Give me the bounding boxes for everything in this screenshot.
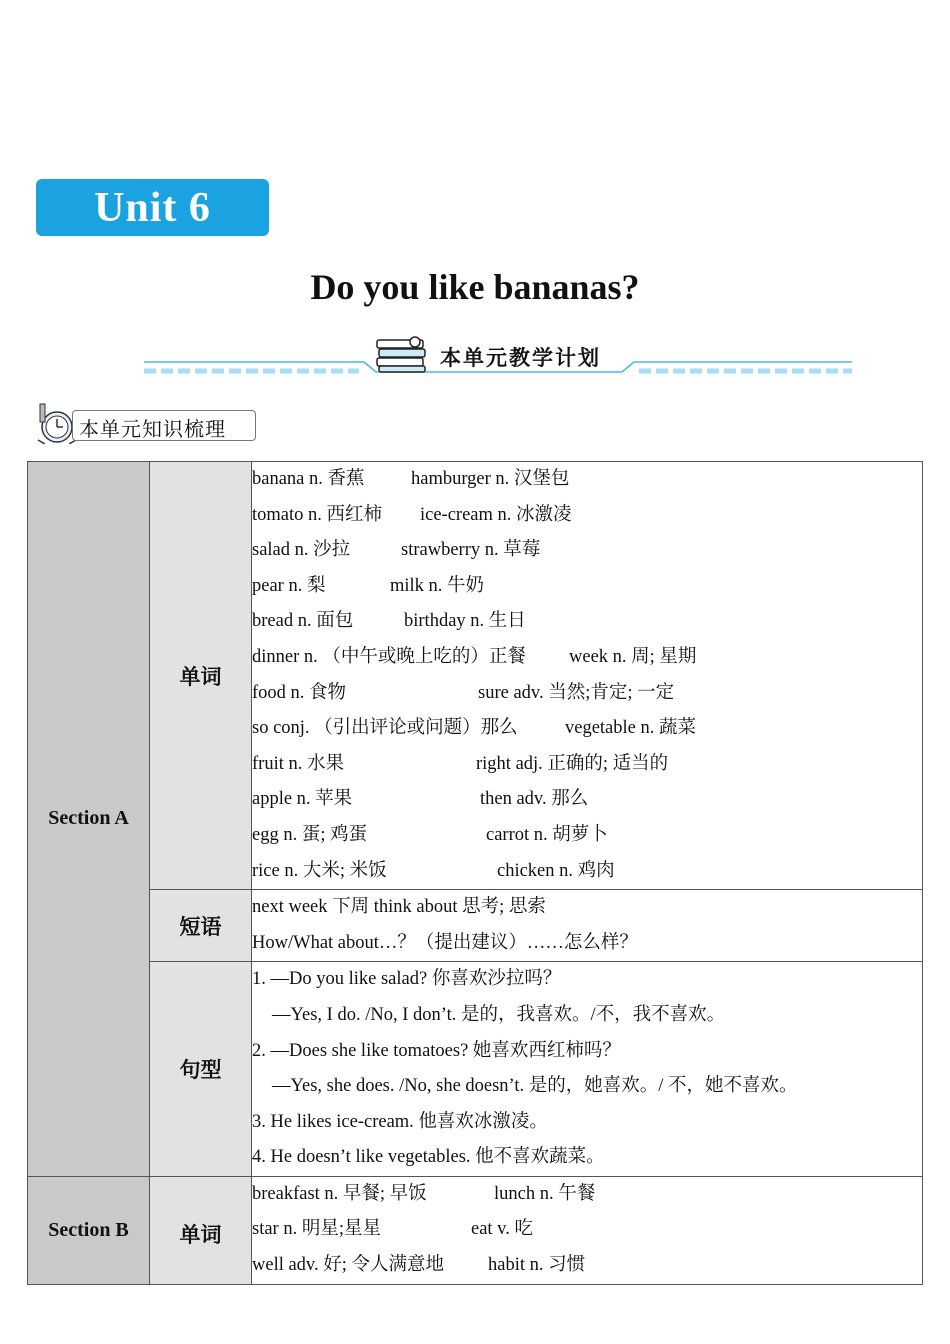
books-icon <box>377 337 425 372</box>
vocab-label: 单词 <box>150 462 252 890</box>
list-item: 1. —Do you like salad? 你喜欢沙拉吗？ <box>252 969 562 990</box>
list-item: fruit n. 水果 right adj. 正确的; 适当的 <box>252 753 669 774</box>
pattern-cell <box>252 962 923 1177</box>
list-item: rice n. 大米; 米饭 chicken n. 鸡肉 <box>252 860 615 881</box>
list-item: —Yes, she does. /No, she doesn’t. 是的，她喜欢。/ 不，她不喜欢。 <box>272 1076 798 1097</box>
list-item: tomato n. 西红柿 ice-cream n. 冰激凌 <box>252 504 572 525</box>
list-item: —Yes, I do. /No, I don’t. 是的，我喜欢。/不，我不喜欢。 <box>272 1004 726 1025</box>
vocab-label-b: 单词 <box>150 1176 252 1284</box>
plan-banner-title: 本单元教学计划 <box>440 346 601 370</box>
phrase-label: 短语 <box>150 890 252 962</box>
vocab-cell <box>252 462 923 890</box>
table-row <box>28 962 923 1177</box>
list-item: salad n. 沙拉 strawberry n. 草莓 <box>252 540 541 561</box>
list-item: so conj. （引出评论或问题）那么 vegetable n. 蔬菜 <box>252 718 696 739</box>
unit-badge: Unit 6 <box>36 179 269 236</box>
section-b-label: Section B <box>28 1176 150 1284</box>
list-item: apple n. 苹果 then adv. 那么 <box>252 789 589 810</box>
list-item: bread n. 面包 birthday n. 生日 <box>252 611 526 632</box>
list-item: banana n. 香蕉 hamburger n. 汉堡包 <box>252 469 570 489</box>
list-item: 4. He doesn’t like vegetables. 他不喜欢蔬菜。 <box>252 1147 605 1168</box>
phrase-cell <box>252 890 923 962</box>
knowledge-label: 本单元知识梳理 <box>79 417 226 441</box>
list-item: food n. 食物 sure adv. 当然;肯定; 一定 <box>252 682 675 703</box>
list-item: pear n. 梨 milk n. 牛奶 <box>252 575 485 596</box>
lesson-title: Do you like bananas? <box>310 267 640 307</box>
table-row <box>28 1176 923 1284</box>
list-item: 2. —Does she like tomatoes? 她喜欢西红柿吗？ <box>252 1040 621 1061</box>
list-item: 3. He likes ice-cream. 他喜欢冰激凌。 <box>252 1111 548 1132</box>
list-item: well adv. 好; 令人满意地 habit n. 习惯 <box>252 1255 586 1276</box>
section-a-label: Section A <box>28 462 150 1177</box>
table-row <box>28 890 923 962</box>
table-row <box>28 462 923 890</box>
vocab-cell-b <box>252 1176 923 1284</box>
pattern-label: 句型 <box>150 962 252 1177</box>
list-item: egg n. 蛋; 鸡蛋 carrot n. 胡萝卜 <box>252 824 608 845</box>
list-item: star n. 明星;星星 eat v. 吃 <box>252 1219 533 1240</box>
list-item: dinner n. （中午或晚上吃的）正餐 week n. 周; 星期 <box>252 646 697 667</box>
list-item: How/What about…？（提出建议）……怎么样？ <box>252 932 638 953</box>
list-item: breakfast n. 早餐; 早饭 lunch n. 午餐 <box>252 1183 596 1204</box>
knowledge-table <box>27 461 923 1285</box>
list-item: next week 下周 think about 思考; 思索 <box>252 897 546 918</box>
